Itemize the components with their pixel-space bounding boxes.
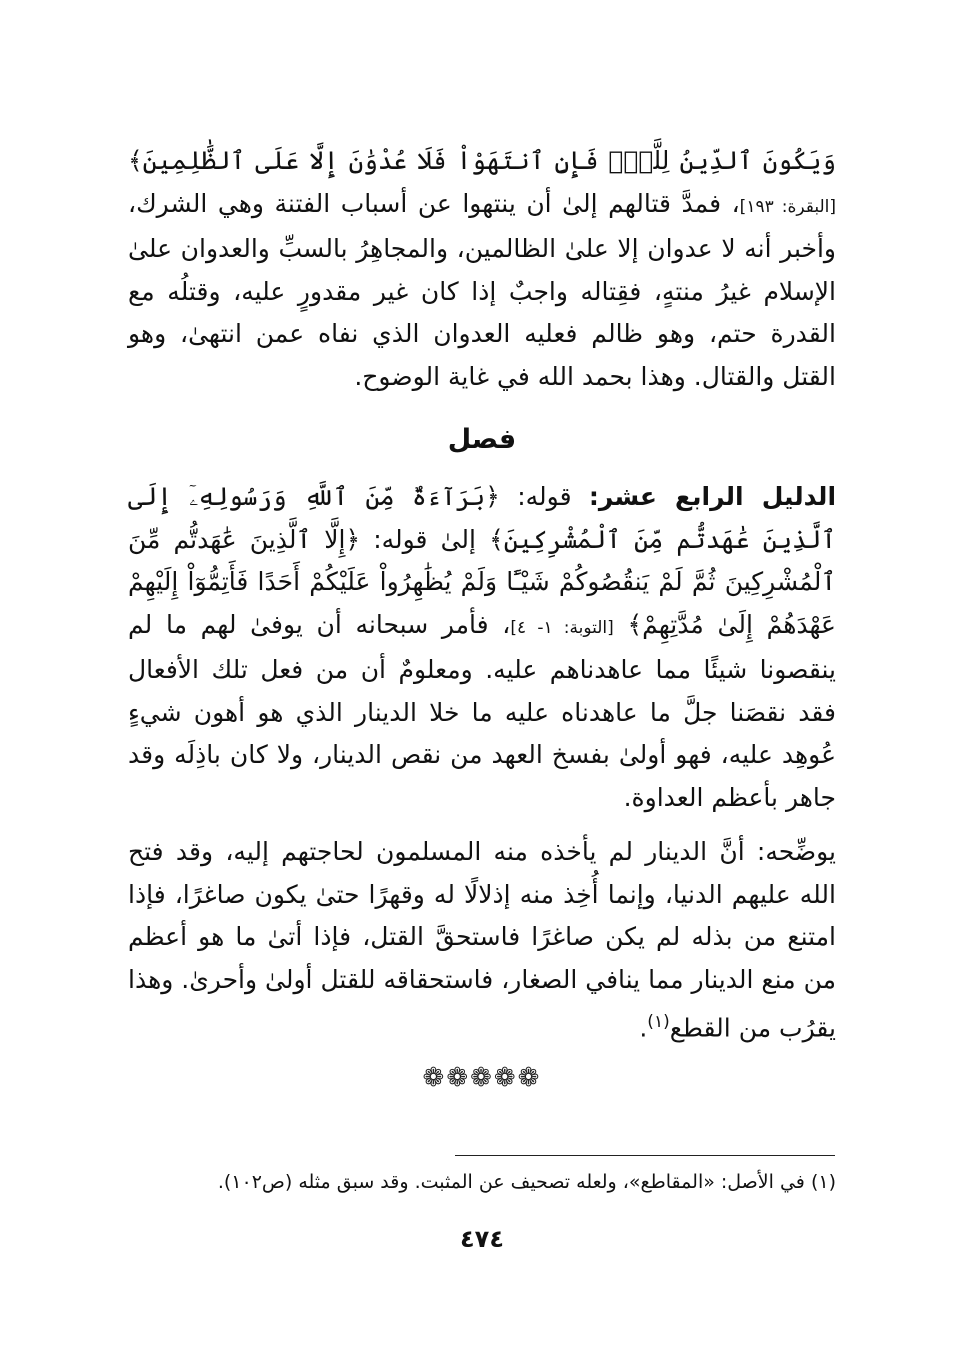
section-title: فصل (447, 424, 517, 455)
footnote (128, 1167, 836, 1197)
page-number: ٤٧٤ (460, 1225, 504, 1253)
paragraph-3-end: . (639, 1013, 648, 1043)
footnote-marker: (١) (810, 1171, 836, 1193)
paragraph-3 (128, 831, 836, 1050)
page-body (128, 140, 836, 1096)
paragraph-2-to-text: إلىٰ قوله: (373, 524, 476, 554)
footnote-divider (455, 1155, 835, 1156)
footnote-text: في الأصل: «المقاطع»، ولعله تصحيف عن المثبت. وقد سبق مثله (ص١٠٢). (217, 1171, 805, 1193)
quran-verse-baqarah: وَيَكُونَ ٱلدِّينُ لِلَّهِۖ فَإِنِ ٱنتَهَوْاْ فَلَا عُدْوَٰنَ إِلَّا عَلَى ٱلظَّٰلِمِينَ﴾ (128, 146, 836, 175)
paragraph-2-intro: قوله: (517, 482, 572, 511)
paragraph-2-text: ، فأمر سبحانه أن يوفىٰ لهم ما لم ينقصونا شيئًا مما عاهدناهم عليه. ومعلومٌ أن من فعل تلك الأفعال فقد نقصَنا جلَّ ما عاهدناه عليه ما خلا الدينار الذي هو أهون شيءٍ عُوهِد عليه، فهو أولىٰ بفسخ العهد من نقص الدينار، ولا كان باذِلَه وقد جاهر بأعظم العداوة. (128, 609, 836, 812)
paragraph-3-text: يوضِّحه: أنَّ الدينار لم يأخذه منه المسلمون لحاجتهم إليه، وقد فتح الله عليهم الدنيا، وإنما أُخِذ منه إذلالًا له وقهرًا حتىٰ يكون صاغرًا، فإذا امتنع من بذله لم يكن صاغرًا فاستحقَّ القتل، فإذا أتىٰ ما هو أعظم من منع الدينار مما ينافي الصغار، فاستحقاقه للقتل أولىٰ وأحرىٰ. وهذا يقرُب من القطع (128, 837, 836, 1043)
quran-verse-tawbah-1: ﴿بَرَآءَةٌ مِّنَ ٱللَّهِ وَرَسُولِهِۦٓ إِلَى ٱلَّذِينَ عَٰهَدتُّم مِّنَ ٱلْمُشْرِكِينَ﴾ (128, 482, 836, 554)
paragraph-1 (128, 140, 836, 398)
footnote-marker-inline[interactable]: (١) (647, 1012, 670, 1032)
evidence-heading: الدليل الرابع عشر: (588, 482, 837, 511)
verse-reference-baqarah: [البقرة: ١٩٣] (739, 196, 836, 217)
quran-verse-tawbah-4: ﴿إِلَّا ٱلَّذِينَ عَٰهَدتُّم مِّنَ ٱلْمُشْرِكِينَ ثُمَّ لَمْ يَنقُصُوكُمْ شَيْـًٔا وَلَمْ يُظَٰهِرُواْ عَلَيْكُمْ أَحَدًا فَأَتِمُّوٓاْ إِلَيْهِمْ عَهْدَهُمْ إِلَىٰ مُدَّتِهِمْ﴾ (128, 524, 836, 639)
ornament-divider: ❁❁❁❁❁ (422, 1062, 542, 1093)
verse-reference-tawbah: [التوبة: ١- ٤] (510, 617, 614, 638)
paragraph-1-text: ، فمدَّ قتالهم إلىٰ أن ينتهوا عن أسباب الفتنة وهي الشرك، وأخبر أنه لا عدوان إلا علىٰ الظالمين، والمجاهِرُ بالسبِّ والعدوان علىٰ الإسلام غيرُ منتهٍ، فقِتاله واجبٌ إذا كان غير مقدورٍ عليه، وقتلُه مع القدرة حتم، وهو ظالم فعليه العدوان الذي نفاه عمن انتهىٰ، وهو القتل والقتال. وهذا بحمد الله في غاية الوضوح. (128, 188, 836, 391)
paragraph-2 (128, 476, 836, 819)
